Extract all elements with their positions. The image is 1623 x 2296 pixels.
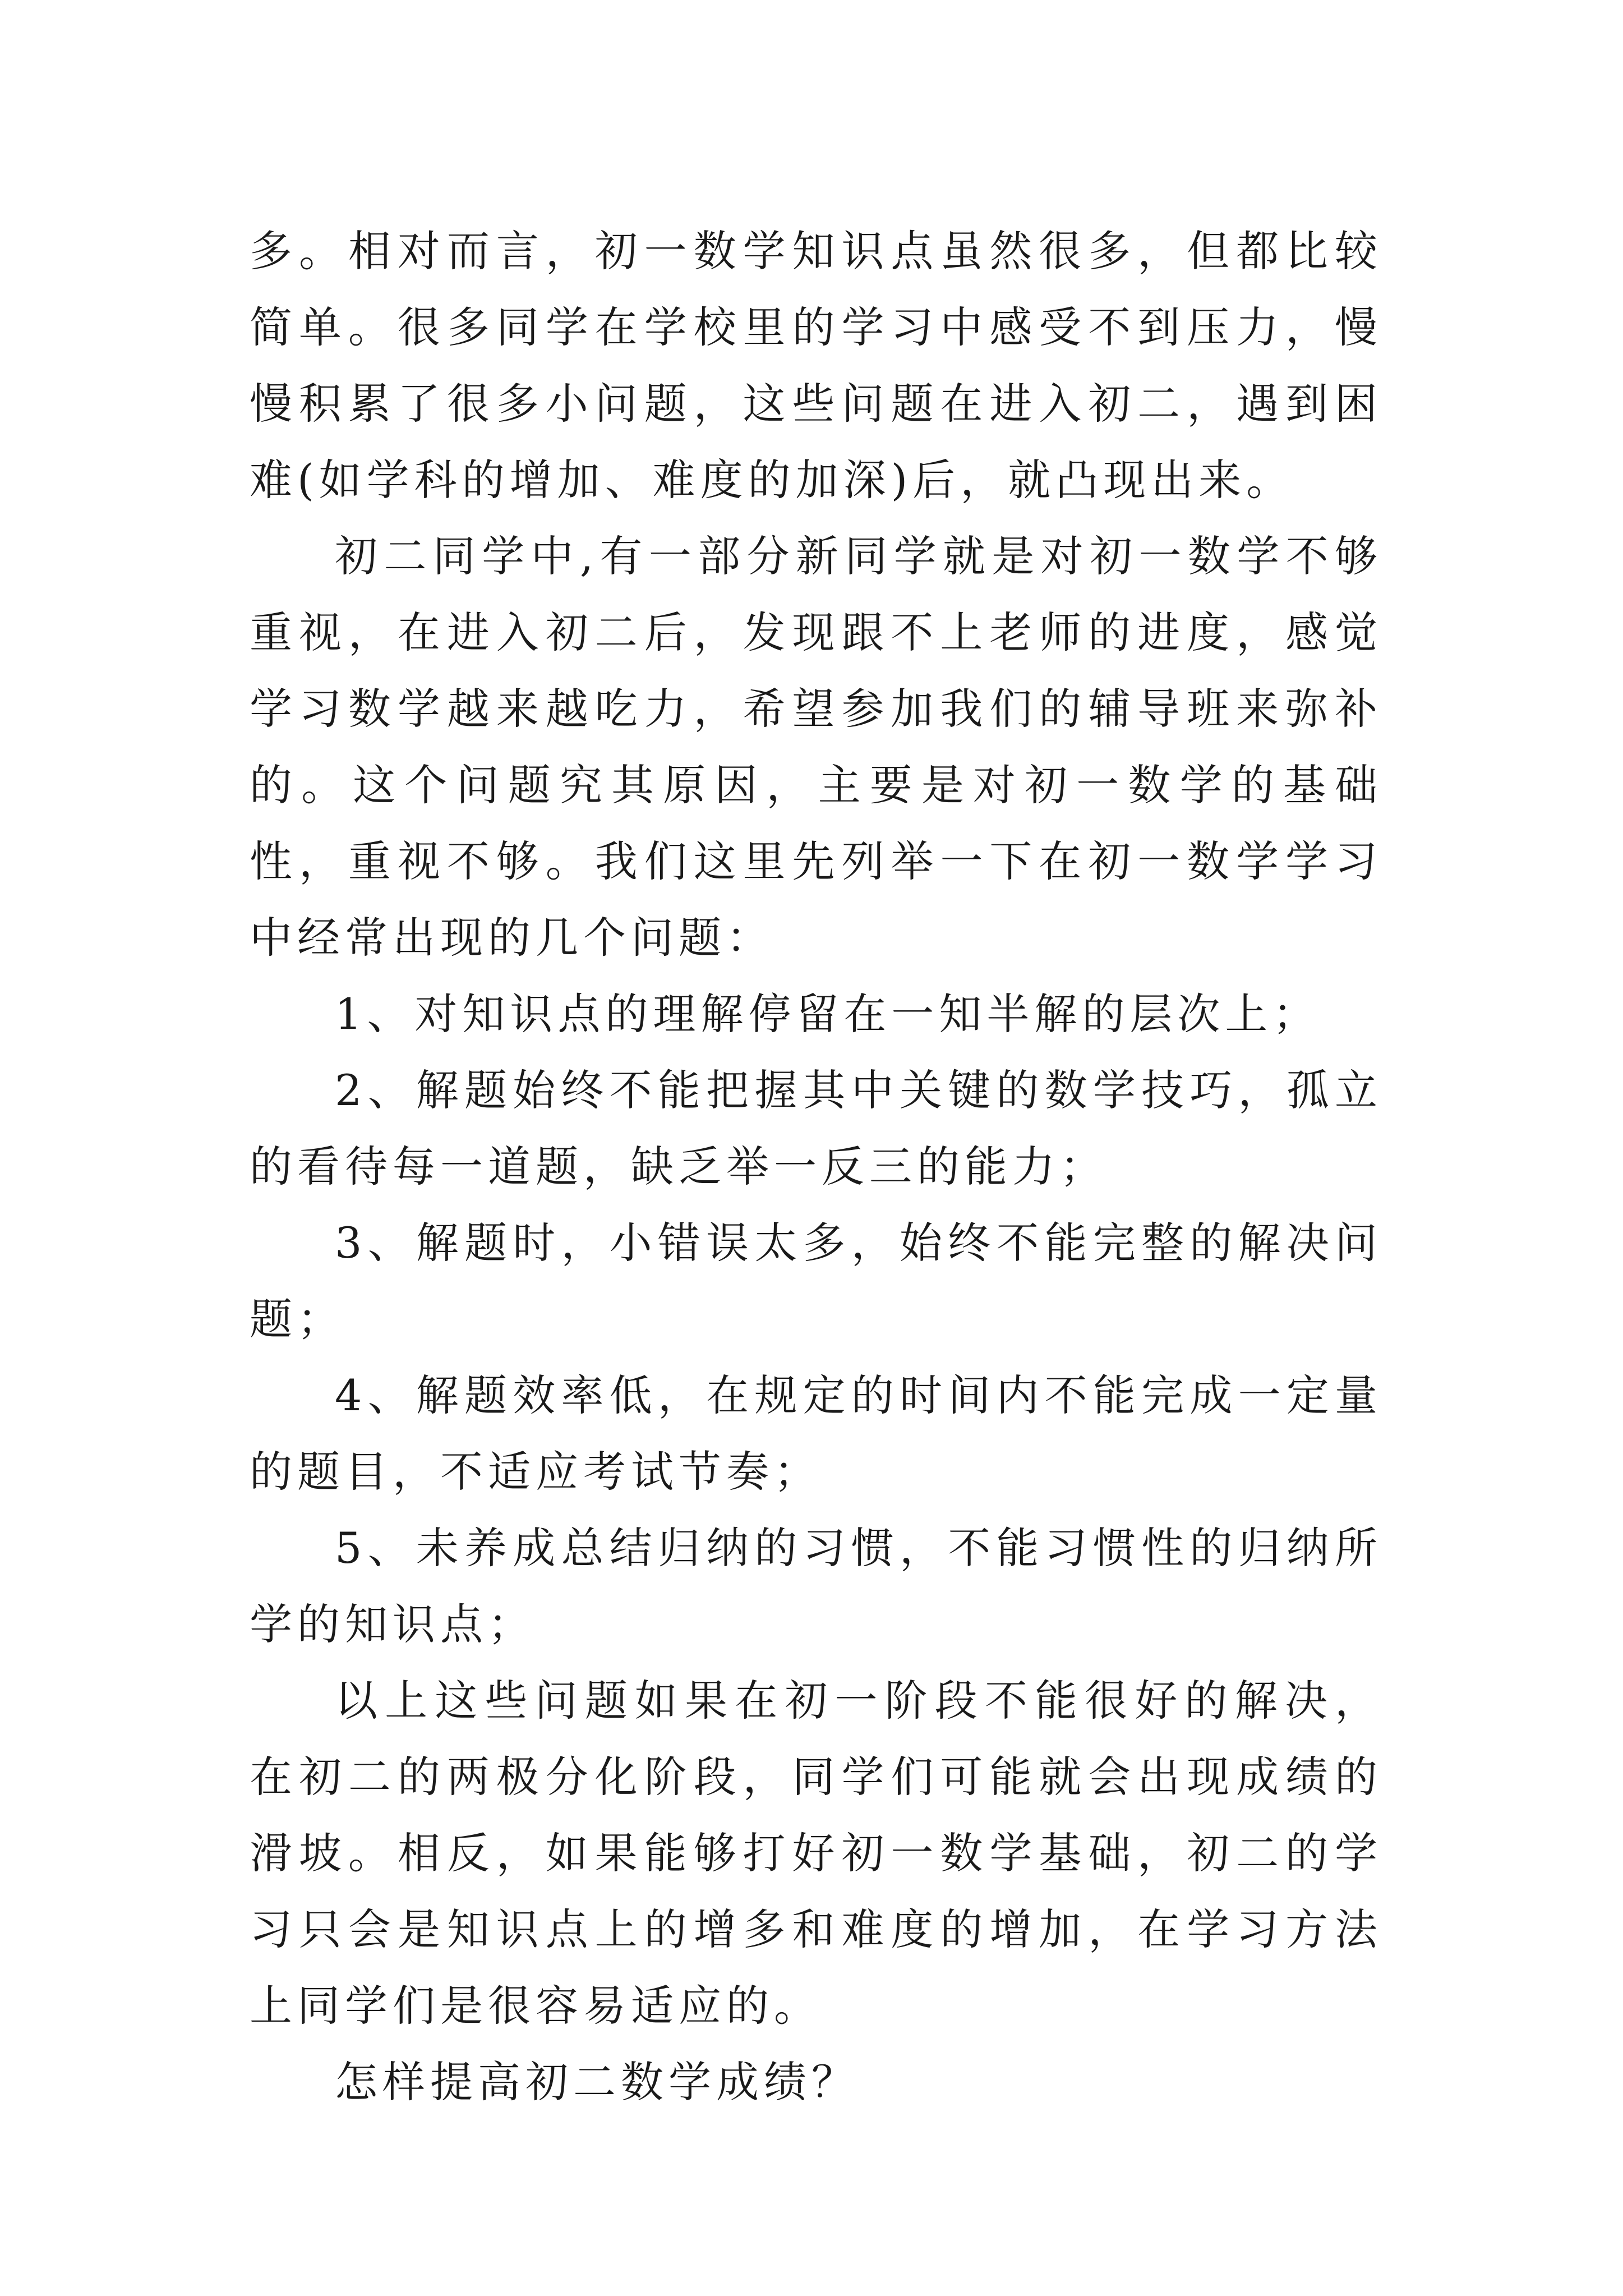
list-item-3: 3、解题时，小错误太多，始终不能完整的解决问题； xyxy=(250,1218,1382,1344)
body-text xyxy=(250,213,1382,2120)
paragraph-intro: 初二同学中,有一部分新同学就是对初一数学不够重视，在进入初二后，发现跟不上老师的进度，感觉学习数学越来越吃力，希望参加我们的辅导班来弥补的。这个问题究其原因，主要是对初一数学的基础性，重视不够。我们这里先列举一下在初一数学学习中经常出现的几个问题： xyxy=(250,531,1382,963)
list-item-2: 2、解题始终不能把握其中关键的数学技巧，孤立的看待每一道题，缺乏举一反三的能力； xyxy=(250,1065,1382,1191)
list-item-5: 5、未养成总结归纳的习惯，不能习惯性的归纳所学的知识点； xyxy=(250,1523,1382,1649)
list-item-4: 4、解题效率低，在规定的时间内不能完成一定量的题目，不适应考试节奏； xyxy=(250,1370,1382,1497)
section-heading: 怎样提高初二数学成绩？ xyxy=(335,2057,859,2107)
paragraph-continuation: 多。相对而言，初一数学知识点虽然很多，但都比较简单。很多同学在学校里的学习中感受不到压力，慢慢积累了很多小问题，这些问题在进入初二，遇到困难(如学科的增加、难度的加深)后，就凸现出来。 xyxy=(250,226,1382,505)
list-item-1: 1、对知识点的理解停留在一知半解的层次上； xyxy=(335,989,1321,1039)
paragraph-conclusion: 以上这些问题如果在初一阶段不能很好的解决，在初二的两极分化阶段，同学们可能就会出现成绩的滑坡。相反，如果能够打好初一数学基础，初二的学习只会是知识点上的增多和难度的增加，在学习方法上同学们是很容易适应的。 xyxy=(250,1676,1382,2031)
